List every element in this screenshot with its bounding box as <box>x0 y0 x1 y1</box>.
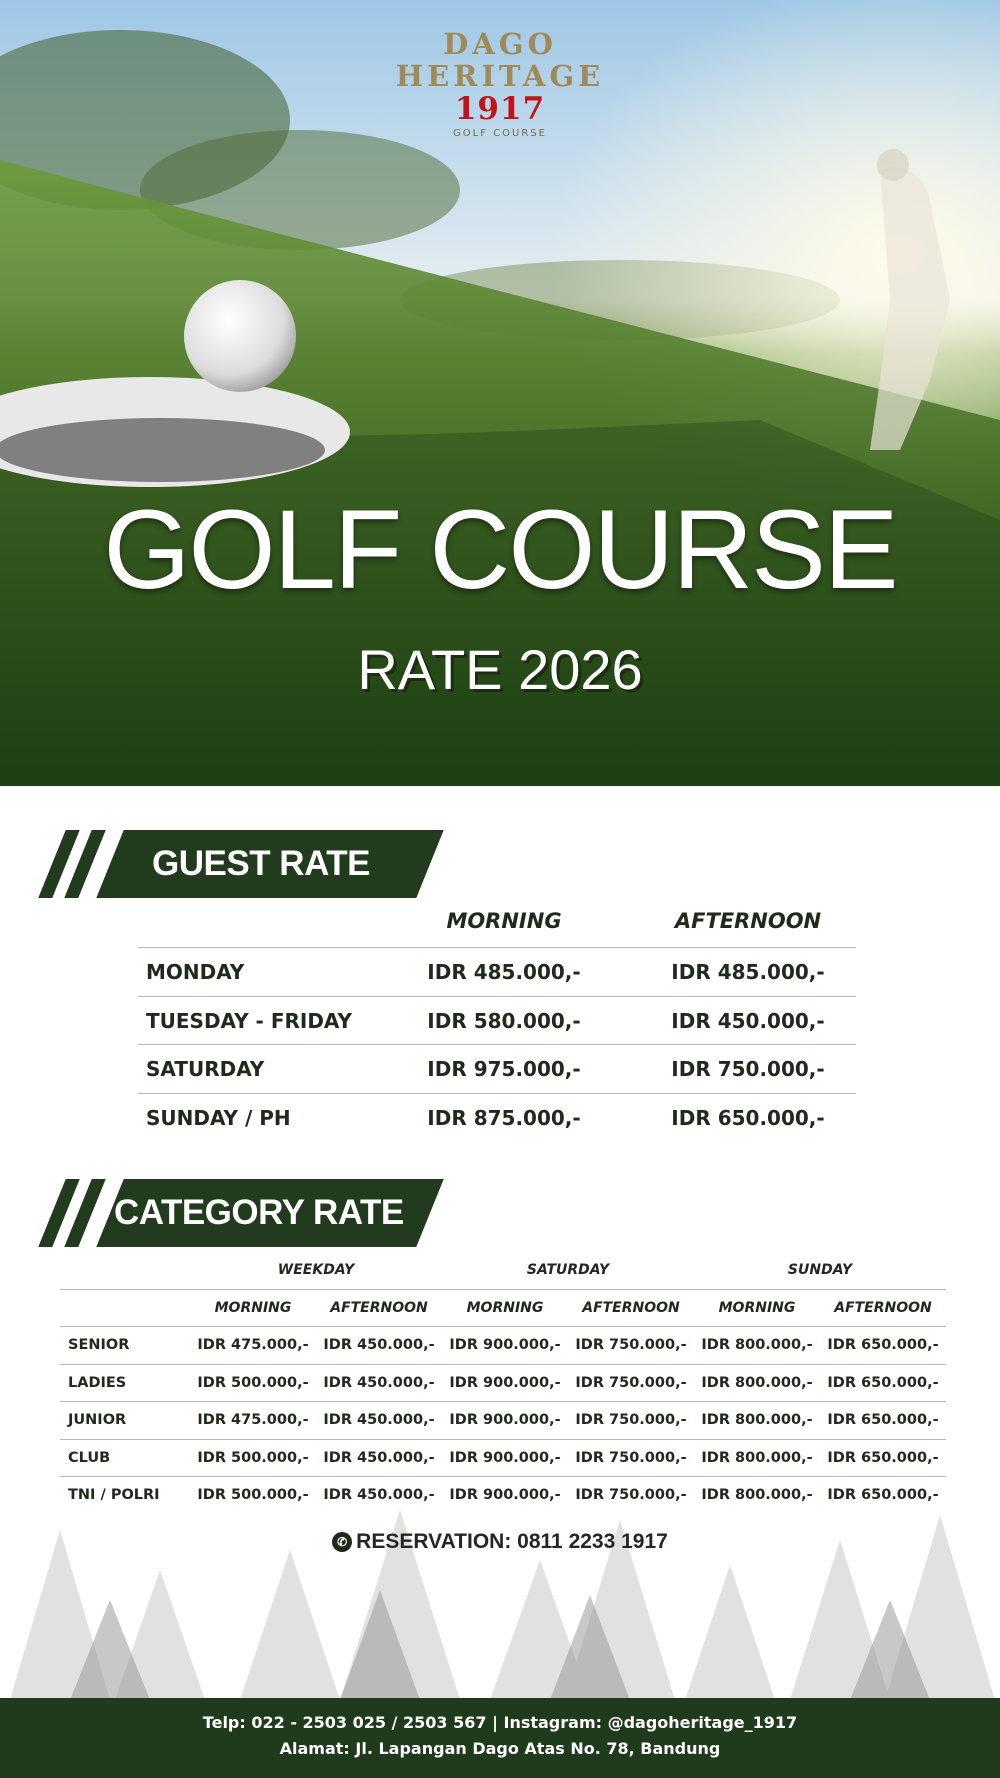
price-cell: IDR 650.000,- <box>827 1337 939 1353</box>
category-name: TNI / POLRI <box>68 1487 160 1503</box>
subcol-afternoon: AFTERNOON <box>582 1300 680 1316</box>
guest-rate-table <box>138 903 856 1141</box>
group-sunday: SUNDAY <box>787 1262 853 1278</box>
guest-col-morning: MORNING <box>446 909 562 933</box>
price-cell: IDR 750.000,- <box>575 1412 687 1428</box>
guest-day: SUNDAY / PH <box>146 1105 291 1130</box>
guest-afternoon-price: IDR 485.000,- <box>671 960 825 984</box>
guest-day: TUESDAY - FRIDAY <box>146 1008 352 1033</box>
price-cell: IDR 500.000,- <box>197 1374 309 1391</box>
category-rate-heading: CATEGORY RATE <box>114 1193 404 1232</box>
table-row <box>138 1044 856 1093</box>
reservation-text: RESERVATION: 0811 2233 1917 <box>356 1530 668 1553</box>
price-cell: IDR 750.000,- <box>575 1487 687 1503</box>
subcol-morning: MORNING <box>718 1300 796 1316</box>
subcol-morning: MORNING <box>214 1300 292 1316</box>
price-cell: IDR 900.000,- <box>449 1374 561 1391</box>
price-cell: IDR 800.000,- <box>701 1487 813 1503</box>
hero-subtitle: RATE 2026 <box>357 638 643 701</box>
phone-icon: ✆ <box>332 1532 352 1552</box>
logo-line-1: DAGO <box>443 27 557 61</box>
reservation-line <box>0 1530 1000 1554</box>
category-name: LADIES <box>68 1374 127 1391</box>
guest-morning-price: IDR 975.000,- <box>427 1057 581 1081</box>
guest-morning-price: IDR 875.000,- <box>427 1105 581 1130</box>
table-row <box>138 947 856 996</box>
subcol-afternoon: AFTERNOON <box>330 1300 428 1316</box>
price-cell: IDR 800.000,- <box>701 1449 813 1466</box>
guest-day: MONDAY <box>146 960 245 984</box>
subcol-morning: MORNING <box>466 1300 544 1316</box>
guest-afternoon-price: IDR 650.000,- <box>671 1105 825 1130</box>
guest-morning-price: IDR 485.000,- <box>427 960 581 984</box>
category-name: CLUB <box>68 1449 111 1466</box>
category-name: JUNIOR <box>68 1412 127 1428</box>
price-cell: IDR 650.000,- <box>827 1374 939 1391</box>
price-cell: IDR 900.000,- <box>449 1487 561 1503</box>
price-cell: IDR 900.000,- <box>449 1449 561 1466</box>
category-subheader <box>60 1289 946 1326</box>
price-cell: IDR 450.000,- <box>323 1374 435 1391</box>
logo-subtitle: GOLF COURSE <box>453 128 547 139</box>
price-cell: IDR 450.000,- <box>323 1449 435 1466</box>
price-cell: IDR 500.000,- <box>197 1487 309 1503</box>
price-cell: IDR 450.000,- <box>323 1412 435 1428</box>
guest-rate-header <box>138 903 856 947</box>
category-group-header <box>60 1258 946 1289</box>
guest-col-afternoon: AFTERNOON <box>674 909 822 933</box>
price-cell: IDR 650.000,- <box>827 1449 939 1466</box>
table-row <box>60 1326 946 1364</box>
guest-afternoon-price: IDR 450.000,- <box>671 1008 825 1033</box>
footer-contact: Telp: 022 - 2503 025 / 2503 567 | Instagram: @dagoheritage_1917 <box>202 1713 798 1732</box>
price-cell: IDR 800.000,- <box>701 1374 813 1391</box>
price-cell: IDR 650.000,- <box>827 1412 939 1428</box>
hero-banner <box>0 0 1000 786</box>
table-row <box>60 1364 946 1402</box>
hero-title: GOLF COURSE <box>103 487 897 612</box>
guest-day: SATURDAY <box>146 1057 265 1081</box>
subcol-afternoon: AFTERNOON <box>834 1300 932 1316</box>
guest-rate-banner <box>40 830 440 898</box>
guest-morning-price: IDR 580.000,- <box>427 1008 581 1033</box>
brand-logo <box>0 28 1000 139</box>
table-row <box>60 1401 946 1439</box>
footer <box>0 1698 1000 1778</box>
price-cell: IDR 450.000,- <box>323 1337 435 1353</box>
category-rate-banner <box>40 1179 440 1247</box>
price-cell: IDR 475.000,- <box>197 1412 309 1428</box>
logo-line-2: HERITAGE <box>395 59 605 93</box>
price-cell: IDR 900.000,- <box>449 1412 561 1428</box>
price-cell: IDR 650.000,- <box>827 1487 939 1503</box>
price-cell: IDR 800.000,- <box>701 1412 813 1428</box>
category-name: SENIOR <box>68 1337 130 1353</box>
price-cell: IDR 800.000,- <box>701 1337 813 1353</box>
guest-rate-heading: GUEST RATE <box>152 844 370 883</box>
price-cell: IDR 500.000,- <box>197 1449 309 1466</box>
price-cell: IDR 900.000,- <box>449 1337 561 1353</box>
group-weekday: WEEKDAY <box>277 1262 355 1278</box>
price-cell: IDR 450.000,- <box>323 1487 435 1503</box>
guest-afternoon-price: IDR 750.000,- <box>671 1057 825 1081</box>
group-saturday: SATURDAY <box>526 1262 610 1278</box>
pine-trees-decoration <box>0 1470 1000 1700</box>
price-cell: IDR 750.000,- <box>575 1337 687 1353</box>
price-cell: IDR 750.000,- <box>575 1449 687 1466</box>
price-cell: IDR 750.000,- <box>575 1374 687 1391</box>
footer-address: Alamat: Jl. Lapangan Dago Atas No. 78, Bandung <box>279 1739 721 1758</box>
logo-year: 1917 <box>454 91 546 127</box>
table-row <box>138 1093 856 1142</box>
table-row <box>138 996 856 1045</box>
price-cell: IDR 475.000,- <box>197 1337 309 1353</box>
